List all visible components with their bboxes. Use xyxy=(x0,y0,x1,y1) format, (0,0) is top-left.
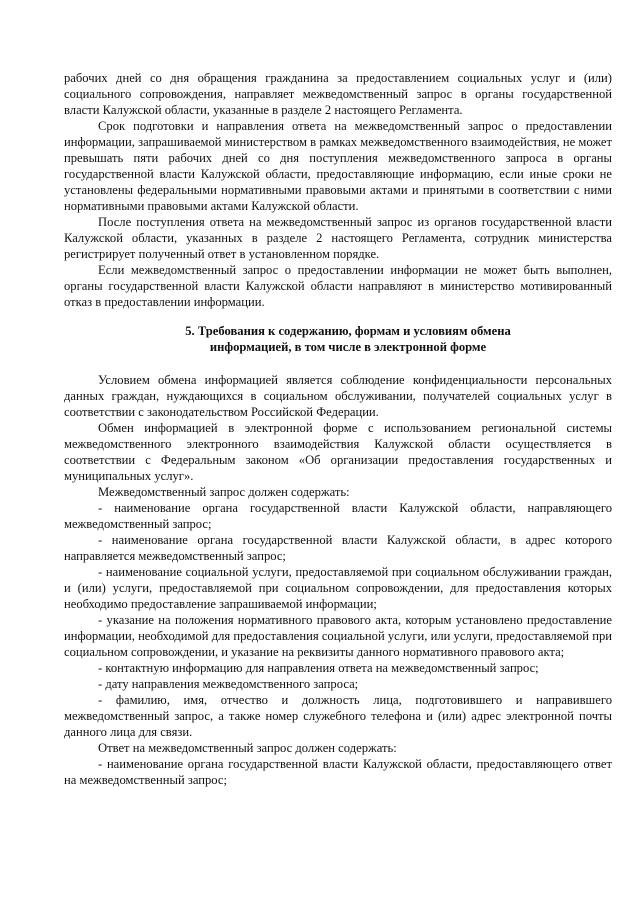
list-item-sending-authority: - наименование органа государственной власти Калужской области, направляющего межведомственный запрос; xyxy=(64,501,612,531)
section-heading xyxy=(64,323,612,355)
document-page xyxy=(64,70,612,788)
paragraph-confidentiality: Условием обмена информацией является соблюдение конфиденциальности персональных данных граждан, нуждающихся в социальном обслуживании, получателей социальных услуг в соответствии с законодательством Российской Федерации. xyxy=(64,373,612,419)
section-heading-line-2: информацией, в том числе в электронной форме xyxy=(209,340,487,354)
list-item-responding-authority: - наименование органа государственной власти Калужской области, предоставляющего ответ на межведомственный запрос; xyxy=(64,757,612,787)
paragraph-registration: После поступления ответа на межведомственный запрос из органов государственной власти Калужской области, указанных в разделе 2 настоящего Регламента, сотрудник министерства регистрирует полученный ответ в установленном порядке. xyxy=(64,215,612,261)
list-item-receiving-authority: - наименование органа государственной власти Калужской области, в адрес которого направляется межведомственный запрос; xyxy=(64,533,612,563)
list-item-service-name: - наименование социальной услуги, предоставляемой при социальном обслуживании граждан, и (или) услуги, предоставляемой при социальном сопровождении, для предоставления которых необходимо предоставление запрашиваемой информации; xyxy=(64,565,612,611)
paragraph-request-must-contain: Межведомственный запрос должен содержать: xyxy=(98,485,350,499)
list-item-request-date: - дату направления межведомственного запроса; xyxy=(98,677,359,691)
section-heading-line-1: 5. Требования к содержанию, формам и условиям обмена xyxy=(185,324,511,338)
paragraph-refusal: Если межведомственный запрос о предоставлении информации не может быть выполнен, органы государственной власти Калужской области направляют в министерство мотивированный отказ в предоставлении информации. xyxy=(64,263,612,309)
paragraph-continuation: рабочих дней со дня обращения гражданина за предоставлением социальных услуг и (или) социального сопровождения, направляет межведомственный запрос в органы государственной власти Калужской области, указанные в разделе 2 настоящего Регламента. xyxy=(64,71,612,117)
paragraph-deadline: Срок подготовки и направления ответа на межведомственный запрос о предоставлении информации, запрашиваемой министерством в рамках межведомственного взаимодействия, не может превышать пяти рабочих дней со дня поступления межведомственного запроса в органы государственной власти Калужской области, предоставляющие информацию, если иные сроки не установлены федеральными нормативными правовыми актами и принятыми в соответствии с ними нормативными правовыми актами Калужской области. xyxy=(64,119,612,213)
list-item-legal-basis: - указание на положения нормативного правового акта, которым установлено предоставление информации, необходимой для предоставления социальной услуги, или услуги, предоставляемой при социальном сопровождении, и указание на реквизиты данного нормативного правового акта; xyxy=(64,613,612,659)
list-item-responsible-person: - фамилию, имя, отчество и должность лица, подготовившего и направившего межведомственный запрос, а также номер служебного телефона и (или) адрес электронной почты данного лица для связи. xyxy=(64,693,612,739)
paragraph-response-must-contain: Ответ на межведомственный запрос должен содержать: xyxy=(98,741,397,755)
list-item-contact-info: - контактную информацию для направления ответа на межведомственный запрос; xyxy=(98,661,539,675)
paragraph-electronic-exchange: Обмен информацией в электронной форме с использованием региональной системы межведомственного электронного взаимодействия Калужской области осуществляется в соответствии с Федеральным законом «Об организации предоставления государственных и муниципальных услуг». xyxy=(64,421,612,483)
